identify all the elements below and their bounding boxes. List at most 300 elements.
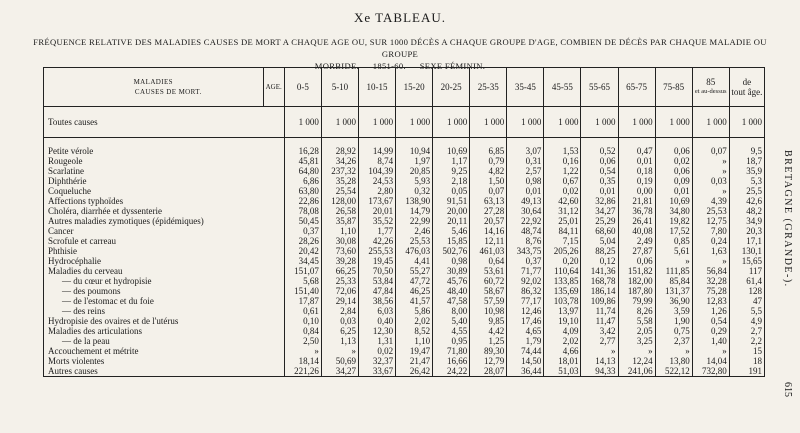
row-label: Hydrocéphalie	[44, 256, 264, 266]
value-cell: 14,50	[507, 356, 544, 366]
spacer-cell	[581, 138, 618, 147]
value-cell: 0,75	[655, 326, 692, 336]
value-cell: 21,47	[396, 356, 433, 366]
value-cell: 5,04	[581, 236, 618, 246]
value-cell: 4,66	[544, 346, 581, 356]
row-label: Affections typhoïdes	[44, 196, 264, 206]
value-cell: 9,5	[729, 146, 764, 156]
table-row	[44, 156, 765, 166]
header-age-col: 25-35	[470, 68, 507, 107]
value-cell: 74,44	[507, 346, 544, 356]
header-age-col: 35-45	[507, 68, 544, 107]
value-cell: 0,00	[618, 186, 655, 196]
value-cell: 5,58	[618, 316, 655, 326]
value-cell: 4,82	[470, 166, 507, 176]
value-cell: 168,78	[581, 276, 618, 286]
value-cell: 5,61	[655, 246, 692, 256]
value-cell: 2,37	[655, 336, 692, 346]
value-cell: 237,32	[321, 166, 358, 176]
value-cell: 0,10	[284, 316, 321, 326]
value-cell: 25,33	[321, 276, 358, 286]
value-cell: 48,74	[507, 226, 544, 236]
value-cell: 21,81	[618, 196, 655, 206]
value-cell: »	[692, 346, 729, 356]
table-row	[44, 306, 765, 316]
age-dots	[263, 316, 284, 326]
value-cell: 0,98	[507, 176, 544, 186]
value-cell: 4,41	[396, 256, 433, 266]
value-cell: 1 000	[396, 107, 433, 138]
value-cell: 5,3	[729, 176, 764, 186]
age-dots	[263, 276, 284, 286]
value-cell: 25,01	[544, 216, 581, 226]
value-cell: 2,46	[396, 226, 433, 236]
value-cell: 11,74	[581, 306, 618, 316]
value-cell: 53,61	[470, 266, 507, 276]
value-cell: 33,67	[358, 366, 395, 377]
value-cell: 86,32	[507, 286, 544, 296]
value-cell: 8,52	[396, 326, 433, 336]
value-cell: 0,16	[544, 156, 581, 166]
value-cell: 61,4	[729, 276, 764, 286]
value-cell: 151,82	[618, 266, 655, 276]
value-cell: 3,25	[618, 336, 655, 346]
value-cell: 111,85	[655, 266, 692, 276]
value-cell: 88,25	[581, 246, 618, 256]
value-cell: 0,54	[581, 166, 618, 176]
value-cell: 0,01	[618, 156, 655, 166]
value-cell: 1,63	[692, 246, 729, 256]
value-cell: 40,08	[618, 226, 655, 236]
value-cell: 18,14	[284, 356, 321, 366]
value-cell: 732,80	[692, 366, 729, 377]
value-cell: 2,84	[321, 306, 358, 316]
value-cell: 133,85	[544, 276, 581, 286]
value-cell: 0,12	[581, 256, 618, 266]
header-all-ages-line1: de	[742, 77, 752, 87]
value-cell: 461,03	[470, 246, 507, 256]
value-cell: 1,10	[396, 336, 433, 346]
value-cell: 68,60	[581, 226, 618, 236]
value-cell: 29,14	[321, 296, 358, 306]
value-cell: 34,9	[729, 216, 764, 226]
value-cell: 49,13	[507, 196, 544, 206]
row-label: Autres maladies zymotiques (épidémiques)	[44, 216, 264, 226]
header-age-85-line2: et au-dessus	[694, 88, 727, 95]
age-dots	[263, 146, 284, 156]
value-cell: 1,97	[396, 156, 433, 166]
value-cell: 151,40	[284, 286, 321, 296]
value-cell: 57,59	[470, 296, 507, 306]
value-cell: 128,00	[321, 196, 358, 206]
value-cell: 1 000	[729, 107, 764, 138]
value-cell: 5,40	[433, 316, 470, 326]
value-cell: 34,80	[655, 206, 692, 216]
value-cell: 1,22	[544, 166, 581, 176]
value-cell: 63,13	[470, 196, 507, 206]
value-cell: 75,28	[692, 286, 729, 296]
spacer-cell	[358, 138, 395, 147]
value-cell: 1 000	[358, 107, 395, 138]
row-label: Choléra, diarrhée et dyssenterie	[44, 206, 264, 216]
table-row	[44, 256, 765, 266]
value-cell: 0,52	[581, 146, 618, 156]
value-cell: 26,42	[396, 366, 433, 377]
value-cell: 502,76	[433, 246, 470, 256]
value-cell: 1,13	[321, 336, 358, 346]
value-cell: 12,79	[470, 356, 507, 366]
header-age-col: 65-75	[618, 68, 655, 107]
row-label: Maladies des articulations	[44, 326, 264, 336]
table-row	[44, 176, 765, 186]
value-cell: 0,02	[544, 186, 581, 196]
value-cell: 19,82	[655, 216, 692, 226]
value-cell: 9,85	[470, 316, 507, 326]
age-dots	[263, 306, 284, 316]
value-cell: 0,29	[692, 326, 729, 336]
value-cell: 0,19	[618, 176, 655, 186]
value-cell: 131,37	[655, 286, 692, 296]
table-body	[44, 107, 765, 377]
value-cell: 71,77	[507, 266, 544, 276]
value-cell: 1,25	[470, 336, 507, 346]
row-label: Hydropisie des ovaires et de l'utérus	[44, 316, 264, 326]
value-cell: »	[692, 256, 729, 266]
header-age-col: 45-55	[544, 68, 581, 107]
table-row	[44, 366, 765, 377]
value-cell: 476,03	[396, 246, 433, 256]
value-cell: 22,92	[507, 216, 544, 226]
value-cell: 34,26	[321, 156, 358, 166]
value-cell: 5,93	[396, 176, 433, 186]
value-cell: 24,53	[358, 176, 395, 186]
value-cell: 0,07	[470, 186, 507, 196]
value-cell: 32,28	[692, 276, 729, 286]
value-cell: 63,80	[284, 186, 321, 196]
value-cell: 28,26	[284, 236, 321, 246]
value-cell: 10,98	[470, 306, 507, 316]
value-cell: 50,69	[321, 356, 358, 366]
value-cell: 31,12	[544, 206, 581, 216]
age-dots	[263, 216, 284, 226]
value-cell: 8,26	[618, 306, 655, 316]
value-cell: 17,87	[284, 296, 321, 306]
age-dots	[263, 296, 284, 306]
value-cell: 0,54	[692, 316, 729, 326]
value-cell: 0,03	[692, 176, 729, 186]
table-row	[44, 286, 765, 296]
value-cell: 10,94	[396, 146, 433, 156]
value-cell: 84,11	[544, 226, 581, 236]
age-dots	[263, 356, 284, 366]
value-cell: 5,86	[396, 306, 433, 316]
table-row	[44, 336, 765, 346]
header-age-85	[692, 68, 729, 107]
spacer-cell	[321, 138, 358, 147]
value-cell: 20,42	[284, 246, 321, 256]
age-dots	[263, 256, 284, 266]
table-row	[44, 216, 765, 226]
value-cell: 16,28	[284, 146, 321, 156]
value-cell: 28,07	[470, 366, 507, 377]
value-cell: »	[655, 346, 692, 356]
table-row	[44, 296, 765, 306]
value-cell: 20,01	[358, 206, 395, 216]
value-cell: 3,42	[581, 326, 618, 336]
value-cell: 41,57	[396, 296, 433, 306]
row-label: Morts violentes	[44, 356, 264, 366]
value-cell: 109,86	[581, 296, 618, 306]
value-cell: 34,27	[321, 366, 358, 377]
age-dots	[263, 246, 284, 256]
value-cell: 10,69	[433, 146, 470, 156]
value-cell: 1 000	[433, 107, 470, 138]
table-row	[44, 196, 765, 206]
value-cell: 45,76	[433, 276, 470, 286]
row-label: Accouchement et métrite	[44, 346, 264, 356]
header-age: AGE.	[263, 68, 284, 107]
value-cell: 7,80	[692, 226, 729, 236]
row-label: Toutes causes	[44, 107, 264, 138]
value-cell: 15,65	[729, 256, 764, 266]
value-cell: 522,12	[655, 366, 692, 377]
value-cell: »	[321, 346, 358, 356]
value-cell: 12,83	[692, 296, 729, 306]
value-cell: 47,84	[358, 286, 395, 296]
value-cell: 39,28	[321, 256, 358, 266]
value-cell: 16,66	[433, 356, 470, 366]
value-cell: 110,64	[544, 266, 581, 276]
table-row	[44, 146, 765, 156]
value-cell: 2,50	[284, 336, 321, 346]
value-cell: 255,53	[358, 246, 395, 256]
value-cell: 151,07	[284, 266, 321, 276]
value-cell: 32,86	[581, 196, 618, 206]
row-label: Cancer	[44, 226, 264, 236]
value-cell: 343,75	[507, 246, 544, 256]
spacer-row	[44, 138, 765, 147]
value-cell: 55,27	[396, 266, 433, 276]
value-cell: 0,01	[581, 186, 618, 196]
value-cell: 1,53	[544, 146, 581, 156]
value-cell: 20,11	[433, 216, 470, 226]
total-row	[44, 107, 765, 138]
spacer-cell	[470, 138, 507, 147]
value-cell: 0,40	[358, 316, 395, 326]
value-cell: 19,10	[544, 316, 581, 326]
age-dots	[263, 196, 284, 206]
value-cell: 186,14	[581, 286, 618, 296]
value-cell: 0,37	[507, 256, 544, 266]
age-dots	[263, 236, 284, 246]
table-row	[44, 346, 765, 356]
value-cell: 138,90	[396, 196, 433, 206]
row-label: — des poumons	[44, 286, 264, 296]
value-cell: 2,7	[729, 326, 764, 336]
row-label: Autres causes	[44, 366, 264, 377]
header-age-col: 10-15	[358, 68, 395, 107]
value-cell: 0,06	[655, 166, 692, 176]
value-cell: 56,84	[692, 266, 729, 276]
row-label: — des reins	[44, 306, 264, 316]
value-cell: 91,51	[433, 196, 470, 206]
table-row	[44, 166, 765, 176]
value-cell: 19,45	[358, 256, 395, 266]
table-row	[44, 206, 765, 216]
value-cell: 35,9	[729, 166, 764, 176]
value-cell: 46,25	[396, 286, 433, 296]
value-cell: 5,5	[729, 306, 764, 316]
table-row	[44, 186, 765, 196]
value-cell: 1,40	[692, 336, 729, 346]
value-cell: 27,28	[470, 206, 507, 216]
value-cell: 0,06	[618, 256, 655, 266]
value-cell: 12,30	[358, 326, 395, 336]
value-cell: 42,6	[729, 196, 764, 206]
value-cell: 26,58	[321, 206, 358, 216]
age-dots	[263, 107, 284, 138]
table-row	[44, 326, 765, 336]
value-cell: 36,90	[655, 296, 692, 306]
value-cell: 1,77	[358, 226, 395, 236]
value-cell: 0,02	[358, 346, 395, 356]
value-cell: 1,79	[507, 336, 544, 346]
header-row	[44, 68, 765, 107]
value-cell: 0,07	[692, 146, 729, 156]
value-cell: 0,01	[507, 186, 544, 196]
value-cell: 11,47	[581, 316, 618, 326]
spacer-cell	[544, 138, 581, 147]
value-cell: 5,46	[433, 226, 470, 236]
value-cell: 2,02	[544, 336, 581, 346]
age-dots	[263, 366, 284, 377]
value-cell: 1,90	[655, 316, 692, 326]
value-cell: 20,3	[729, 226, 764, 236]
value-cell: 12,11	[470, 236, 507, 246]
value-cell: 36,44	[507, 366, 544, 377]
value-cell: 47,72	[396, 276, 433, 286]
row-label: Scarlatine	[44, 166, 264, 176]
spacer-cell	[692, 138, 729, 147]
value-cell: 0,09	[655, 176, 692, 186]
value-cell: 14,13	[581, 356, 618, 366]
value-cell: 2,18	[433, 176, 470, 186]
value-cell: 1 000	[618, 107, 655, 138]
row-label: — du cœur et hydropisie	[44, 276, 264, 286]
value-cell: »	[692, 166, 729, 176]
value-cell: 8,00	[433, 306, 470, 316]
value-cell: 0,95	[433, 336, 470, 346]
value-cell: 25,29	[581, 216, 618, 226]
header-all-ages-line2: tout âge.	[731, 87, 763, 97]
value-cell: 25,5	[729, 186, 764, 196]
value-cell: 4,09	[544, 326, 581, 336]
age-dots	[263, 206, 284, 216]
value-cell: 1,50	[470, 176, 507, 186]
value-cell: 35,28	[321, 176, 358, 186]
row-label: Petite vérole	[44, 146, 264, 156]
value-cell: 0,01	[655, 186, 692, 196]
header-age-col: 5-10	[321, 68, 358, 107]
value-cell: 34,45	[284, 256, 321, 266]
value-cell: 1,31	[358, 336, 395, 346]
header-causes-label: CAUSES DE MORT.	[134, 88, 202, 96]
value-cell: 89,30	[470, 346, 507, 356]
value-cell: 6,25	[321, 326, 358, 336]
value-cell: 45,81	[284, 156, 321, 166]
value-cell: 241,06	[618, 366, 655, 377]
value-cell: 47,58	[433, 296, 470, 306]
spacer-cell	[263, 138, 284, 147]
value-cell: 70,50	[358, 266, 395, 276]
value-cell: 1 000	[581, 107, 618, 138]
table-row	[44, 356, 765, 366]
value-cell: 0,31	[507, 156, 544, 166]
value-cell: 47	[729, 296, 764, 306]
value-cell: 72,06	[321, 286, 358, 296]
value-cell: »	[692, 186, 729, 196]
value-cell: 28,92	[321, 146, 358, 156]
value-cell: 4,55	[433, 326, 470, 336]
value-cell: 17,46	[507, 316, 544, 326]
value-cell: 2,05	[618, 326, 655, 336]
value-cell: 1 000	[470, 107, 507, 138]
value-cell: 191	[729, 366, 764, 377]
value-cell: 17,1	[729, 236, 764, 246]
header-age-col: 55-65	[581, 68, 618, 107]
value-cell: 14,04	[692, 356, 729, 366]
table-row	[44, 246, 765, 256]
value-cell: 53,84	[358, 276, 395, 286]
value-cell: 4,9	[729, 316, 764, 326]
value-cell: 141,36	[581, 266, 618, 276]
table-row	[44, 276, 765, 286]
value-cell: 12,46	[507, 306, 544, 316]
page-number: 615	[782, 382, 793, 397]
header-age-col: 15-20	[396, 68, 433, 107]
value-cell: 25,54	[321, 186, 358, 196]
value-cell: 20,00	[433, 206, 470, 216]
header-all-ages	[729, 68, 764, 107]
value-cell: 1 000	[544, 107, 581, 138]
value-cell: 0,79	[470, 156, 507, 166]
mortality-table	[43, 67, 765, 377]
value-cell: 71,80	[433, 346, 470, 356]
value-cell: 3,07	[507, 146, 544, 156]
age-dots	[263, 186, 284, 196]
value-cell: 0,35	[581, 176, 618, 186]
value-cell: 0,32	[396, 186, 433, 196]
value-cell: 104,39	[358, 166, 395, 176]
value-cell: 18	[729, 356, 764, 366]
value-cell: 0,03	[321, 316, 358, 326]
value-cell: 0,85	[655, 236, 692, 246]
value-cell: 0,98	[433, 256, 470, 266]
value-cell: 34,27	[581, 206, 618, 216]
value-cell: 0,61	[284, 306, 321, 316]
value-cell: 30,89	[433, 266, 470, 276]
value-cell: 5,68	[284, 276, 321, 286]
value-cell: 1 000	[507, 107, 544, 138]
age-dots	[263, 226, 284, 236]
header-age-85-line1: 85	[706, 77, 716, 87]
value-cell: 15,85	[433, 236, 470, 246]
value-cell: 1 000	[692, 107, 729, 138]
value-cell: 14,16	[470, 226, 507, 236]
value-cell: 32,37	[358, 356, 395, 366]
value-cell: 94,33	[581, 366, 618, 377]
value-cell: 187,80	[618, 286, 655, 296]
